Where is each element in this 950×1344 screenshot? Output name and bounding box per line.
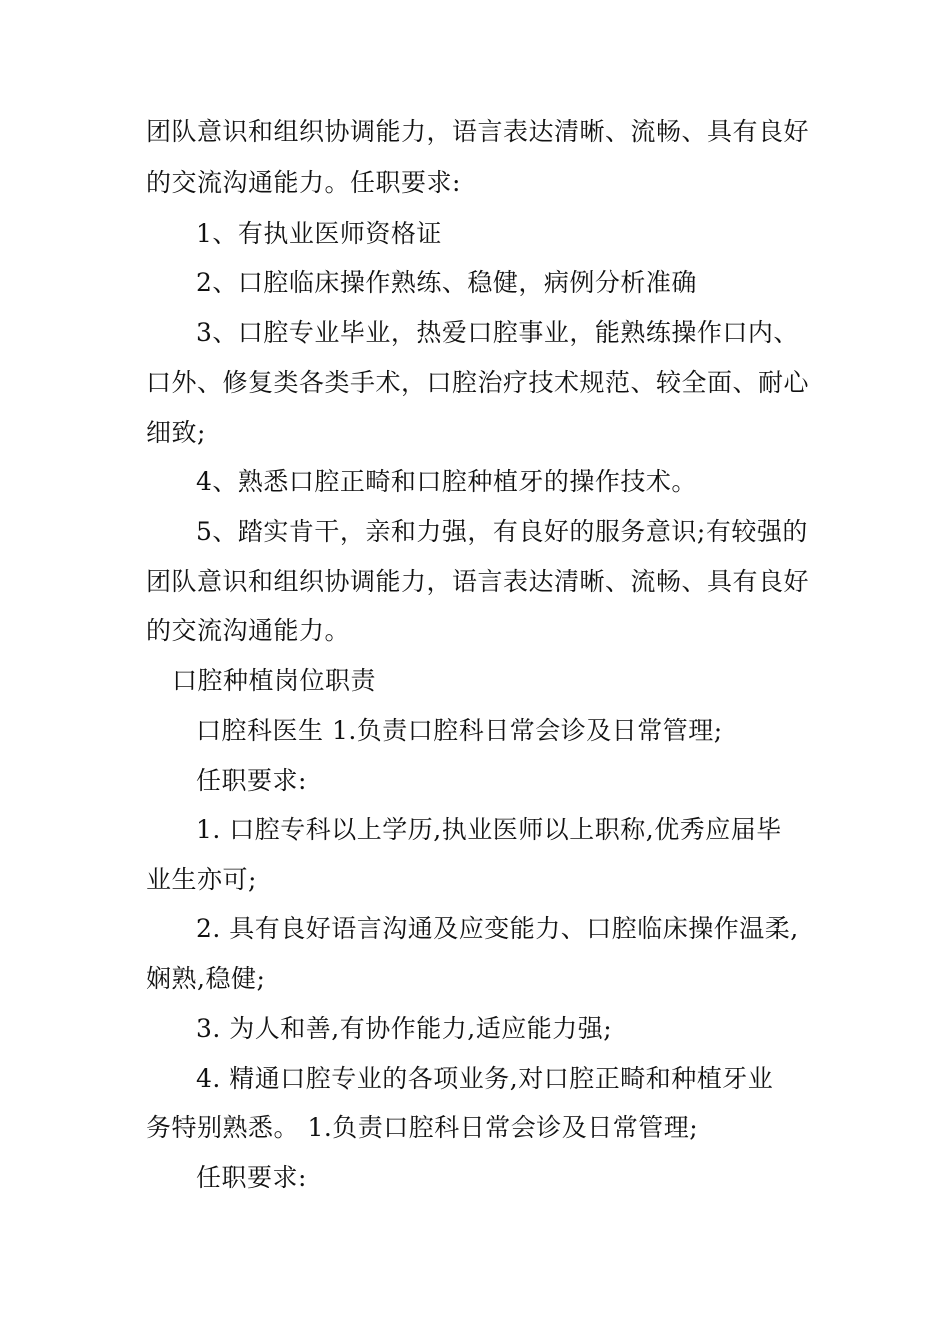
list-item: 2. 具有良好语言沟通及应变能力、口腔临床操作温柔,: [196, 914, 799, 943]
list-item: 5、踏实肯干，亲和力强，有良好的服务意识;有较强的: [196, 517, 808, 546]
text-line: 任职要求:: [196, 1163, 307, 1192]
list-item: 3. 为人和善,有协作能力,适应能力强;: [196, 1014, 613, 1043]
text-line: 的交流沟通能力。任职要求:: [146, 168, 461, 197]
text-line: 任职要求:: [196, 766, 307, 795]
list-item: 2、口腔临床操作熟练、稳健，病例分析准确: [196, 268, 697, 297]
text-line: 的交流沟通能力。: [146, 616, 351, 645]
text-line: 娴熟,稳健;: [146, 964, 266, 993]
text-line: 团队意识和组织协调能力，语言表达清晰、流畅、具有良好: [146, 567, 810, 596]
list-item: 4. 精通口腔专业的各项业务,对口腔正畸和种植牙业: [196, 1064, 774, 1093]
list-item: 4、熟悉口腔正畸和口腔种植牙的操作技术。: [196, 467, 697, 496]
text-line: 团队意识和组织协调能力，语言表达清晰、流畅、具有良好: [146, 117, 810, 146]
list-item: 1、有执业医师资格证: [196, 219, 442, 248]
text-line: 口外、修复类各类手术，口腔治疗技术规范、较全面、耐心: [146, 368, 810, 397]
text-line: 业生亦可;: [146, 865, 257, 894]
text-line: 口腔科医生 1.负责口腔科日常会诊及日常管理;: [196, 716, 723, 745]
section-heading: 口腔种植岗位职责: [172, 666, 377, 695]
list-item: 3、口腔专业毕业，热爱口腔事业，能熟练操作口内、: [196, 318, 799, 347]
list-item: 1. 口腔专科以上学历,执业医师以上职称,优秀应届毕: [196, 815, 782, 844]
text-line: 细致;: [146, 418, 206, 447]
text-line: 务特别熟悉。 1.负责口腔科日常会诊及日常管理;: [146, 1113, 699, 1142]
